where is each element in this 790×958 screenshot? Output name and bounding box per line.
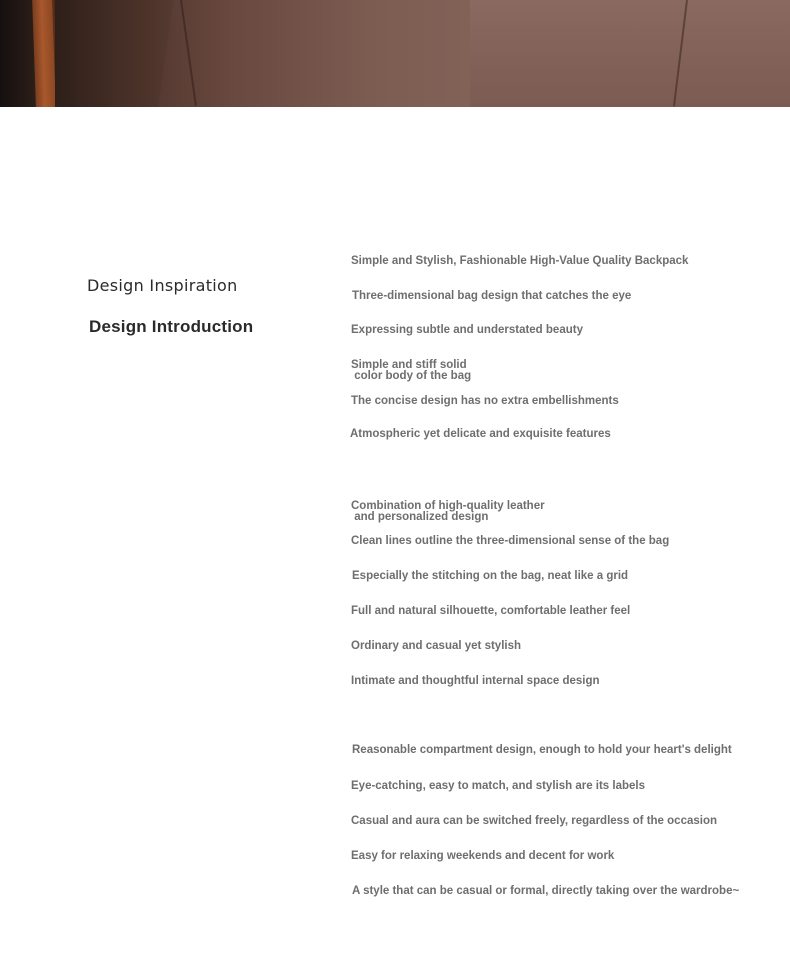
feature-line: Intimate and thoughtful internal space design bbox=[351, 675, 600, 687]
feature-line: A style that can be casual or formal, directly taking over the wardrobe~ bbox=[352, 885, 740, 897]
feature-line: Reasonable compartment design, enough to hold your heart's delight bbox=[352, 744, 732, 756]
feature-line: Combination of high-quality leather and personalized design bbox=[351, 500, 545, 523]
feature-line: The concise design has no extra embellishments bbox=[351, 395, 619, 407]
feature-line: Full and natural silhouette, comfortable leather feel bbox=[351, 605, 631, 617]
feature-line: Ordinary and casual yet stylish bbox=[351, 640, 522, 652]
feature-line: Especially the stitching on the bag, neat like a grid bbox=[352, 570, 629, 582]
feature-line: Simple and stiff solid color body of the bag bbox=[351, 359, 472, 382]
feature-line: Expressing subtle and understated beauty bbox=[351, 324, 583, 336]
feature-line: Three-dimensional bag design that catches the eye bbox=[352, 290, 632, 302]
feature-line: Eye-catching, easy to match, and stylish are its labels bbox=[351, 780, 646, 792]
bag-seam bbox=[180, 0, 197, 106]
feature-line: Clean lines outline the three-dimensional sense of the bag bbox=[351, 535, 670, 547]
feature-line: Casual and aura can be switched freely, regardless of the occasion bbox=[351, 815, 718, 827]
bag-side-panel bbox=[55, 0, 175, 107]
bag-front-panel bbox=[470, 0, 790, 107]
feature-line: Atmospheric yet delicate and exquisite features bbox=[350, 428, 611, 440]
product-photo bbox=[0, 0, 790, 107]
design-inspiration-heading: Design Inspiration bbox=[87, 276, 238, 295]
design-introduction-heading: Design Introduction bbox=[89, 317, 254, 336]
leather-strap bbox=[32, 0, 58, 107]
feature-line: Simple and Stylish, Fashionable High-Value Quality Backpack bbox=[351, 255, 689, 267]
feature-line: Easy for relaxing weekends and decent for work bbox=[351, 850, 615, 862]
